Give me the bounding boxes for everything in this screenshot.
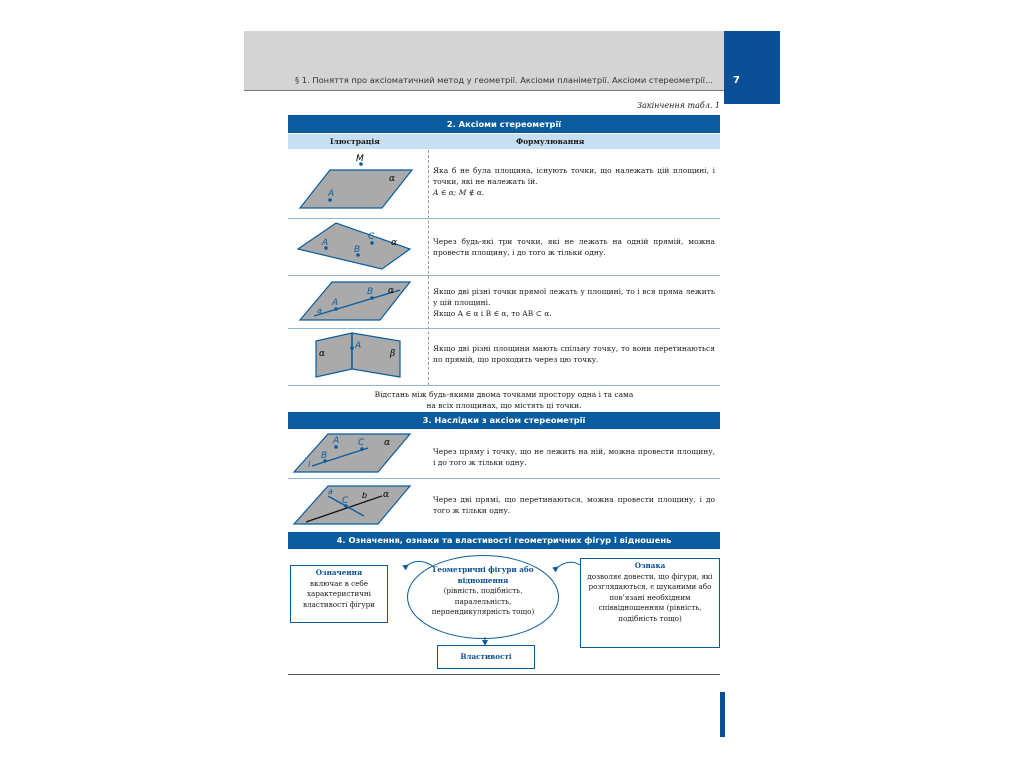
page-number: 7 — [733, 75, 740, 86]
line-point-figure — [288, 430, 428, 476]
section-4-title: 4. Означення, ознаки та властивості геометричних фігур і відношень — [288, 532, 720, 549]
plane-shape — [300, 170, 412, 208]
properties-title: Властивості — [460, 652, 512, 661]
criterion-box — [580, 558, 720, 648]
axiom-3-line1: Якщо дві різні точки прямої лежать у площині, то і вся пряма лежить у цій площині. — [433, 287, 715, 307]
two-planes-figure — [288, 329, 428, 385]
plane-figure-2 — [288, 219, 428, 275]
column-headers — [288, 134, 720, 149]
distance-axiom-line1: Відстань між будь-якими двома точками простору одна і та сама — [374, 390, 634, 399]
intersecting-lines-figure — [288, 480, 428, 528]
axiom-text-1 — [433, 165, 715, 198]
plane-figure-1 — [288, 150, 428, 218]
label-b: B — [321, 451, 328, 461]
axiom-3-line2: Якщо A ∈ α і B ∈ α, то AB ⊂ α. — [433, 309, 552, 318]
definition-title: Означення — [315, 568, 363, 577]
label-line-b: b — [362, 491, 368, 500]
axiom-1-line2: A ∈ α; M ∉ α. — [433, 188, 485, 197]
col-formulation: Формулювання — [516, 137, 585, 146]
corollary-text-1: Через пряму і точку, що не лежить на ній, можна провести площину, і до того ж тільки одну. — [433, 447, 715, 467]
table-bottom-rule — [288, 674, 720, 675]
distance-axiom-line2: на всіх площинах, що містять ці точки. — [426, 401, 582, 410]
axiom-1-line1: Яка б не була площина, існують точки, що належать цій площині, і точки, які не належать їй. — [433, 166, 715, 186]
label-c: C — [342, 496, 349, 506]
label-alpha: α — [319, 349, 326, 359]
label-a: A — [322, 238, 329, 248]
label-b: B — [354, 245, 361, 255]
axiom-text-4: Якщо дві різні площини мають спільну точку, то вони перетинаються по прямій, що проходить через цю точку. — [433, 344, 715, 364]
row-separator — [288, 478, 720, 479]
label-alpha: α — [383, 490, 390, 500]
label-alpha: α — [384, 438, 391, 448]
label-alpha: α — [389, 174, 396, 184]
definition-text: включає в себе характеристичні властивості фігури — [303, 578, 375, 609]
plane-shape — [294, 486, 410, 524]
col-illustration: Ілюстрація — [330, 137, 380, 146]
axiom-text-3 — [433, 286, 715, 319]
figures-text: (рівність, подібність, паралельність, перпендикулярність тощо) — [431, 586, 535, 616]
running-header: § 1. Поняття про аксіоматичний метод у геометрії. Аксіоми планіметрії. Аксіоми стереометрії... — [295, 75, 713, 85]
axiom-text-2: Через будь-які три точки, які не лежать на одній прямій, можна провести площину, і до того ж тільки одну. — [433, 237, 715, 257]
row-separator — [288, 385, 720, 386]
criterion-title: Ознака — [634, 561, 666, 570]
figures-title: Геометричні фігури або відношення — [432, 565, 534, 585]
plane-figure-3 — [288, 276, 428, 328]
label-l: l — [308, 460, 311, 469]
corollary-text-2: Через дві прямі, що перетинаються, можна провести площину, і до того ж тільки одну. — [433, 495, 715, 515]
label-c: C — [358, 438, 365, 448]
label-a: A — [332, 298, 339, 308]
page-number-tab — [724, 31, 780, 104]
label-a: A — [355, 341, 362, 351]
column-divider — [428, 150, 429, 385]
label-line-a: a — [328, 487, 333, 496]
header-rule — [244, 90, 724, 91]
side-marker — [720, 692, 725, 737]
definition-box — [290, 565, 388, 623]
label-alpha: α — [391, 238, 398, 248]
label-m: M — [356, 154, 364, 164]
criterion-text: дозволяє довести, що фігури, які розглядаються, є шуканими або пов’язані необхідним співвідношенням (рівність, подібність тощо) — [587, 571, 713, 623]
label-c: C — [368, 232, 375, 242]
properties-box — [437, 645, 535, 669]
section-3-title: 3. Наслідки з аксіом стереометрії — [288, 412, 720, 429]
arrow-to-definition — [408, 561, 434, 567]
diagram-arrows — [380, 555, 590, 647]
section-2-title: 2. Аксіоми стереометрії — [288, 115, 720, 133]
label-b: B — [367, 287, 374, 297]
label-alpha: α — [388, 286, 395, 296]
point-a — [350, 346, 354, 350]
label-a: A — [333, 436, 340, 446]
label-beta: β — [390, 349, 396, 359]
label-a: A — [328, 189, 335, 199]
label-line-a: a — [317, 306, 322, 315]
arrow-from-criterion — [558, 562, 580, 567]
table-caption: Закінчення табл. 1 — [637, 101, 720, 110]
